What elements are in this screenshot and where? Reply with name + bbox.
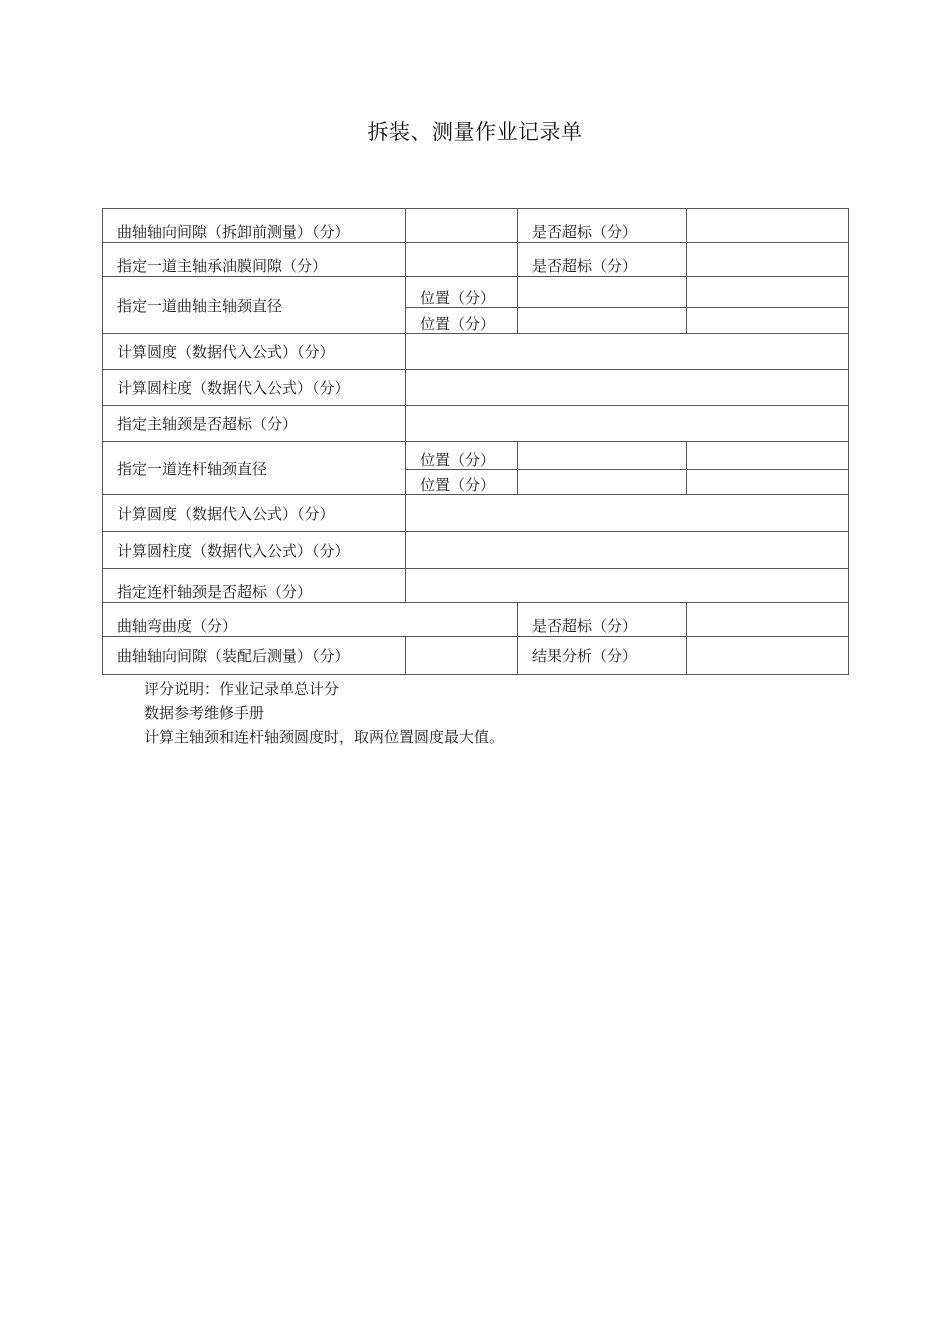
- position-value-rod-b2[interactable]: [687, 470, 849, 495]
- note-line: 数据参考维修手册: [144, 704, 265, 722]
- position-label-rod-b: 位置（分）: [406, 470, 518, 495]
- value-cell-rod-journal-exceed[interactable]: [406, 569, 849, 603]
- position-label-main-a: 位置（分）: [406, 277, 518, 308]
- value-cell-main-cylindricity[interactable]: [406, 370, 849, 406]
- table-row: [103, 637, 849, 675]
- table-row: [103, 603, 849, 637]
- check-label-crankshaft-bend: 是否超标（分）: [518, 603, 687, 637]
- row-label-main-roundness: 计算圆度（数据代入公式）（分）: [103, 334, 406, 370]
- position-label-main-b: 位置（分）: [406, 308, 518, 334]
- value-cell-oil-film-clearance[interactable]: [406, 243, 518, 277]
- result-label-analysis: 结果分析（分）: [518, 637, 687, 675]
- row-label-rod-journal-diameter: 指定一道连杆轴颈直径: [103, 442, 406, 495]
- table-row: [103, 209, 849, 243]
- row-label-axial-clearance-after: 曲轴轴向间隙（装配后测量）（分）: [103, 637, 406, 675]
- position-value-main-a2[interactable]: [687, 277, 849, 308]
- row-label-rod-cylindricity: 计算圆柱度（数据代入公式）（分）: [103, 532, 406, 569]
- table-row: [103, 334, 849, 370]
- table-row: [103, 406, 849, 442]
- value-cell-rod-roundness[interactable]: [406, 495, 849, 532]
- value-cell-axial-clearance-after[interactable]: [406, 637, 518, 675]
- position-value-rod-a1[interactable]: [518, 442, 687, 470]
- position-value-rod-b1[interactable]: [518, 470, 687, 495]
- check-label-oil-film-clearance: 是否超标（分）: [518, 243, 687, 277]
- row-label-main-cylindricity: 计算圆柱度（数据代入公式）（分）: [103, 370, 406, 406]
- value-cell-rod-cylindricity[interactable]: [406, 532, 849, 569]
- value-cell-main-roundness[interactable]: [406, 334, 849, 370]
- record-table: [102, 208, 849, 675]
- position-label-rod-a: 位置（分）: [406, 442, 518, 470]
- table-row: [103, 569, 849, 603]
- position-value-main-a1[interactable]: [518, 277, 687, 308]
- table-row: [103, 277, 849, 308]
- row-label-crankshaft-bend: 曲轴弯曲度（分）: [103, 603, 518, 637]
- row-label-axial-clearance-before: 曲轴轴向间隙（拆卸前测量）（分）: [103, 209, 406, 243]
- row-label-rod-journal-exceed: 指定连杆轴颈是否超标（分）: [103, 569, 406, 603]
- table-row: [103, 243, 849, 277]
- row-label-rod-roundness: 计算圆度（数据代入公式）（分）: [103, 495, 406, 532]
- row-label-main-journal-exceed: 指定主轴颈是否超标（分）: [103, 406, 406, 442]
- value-cell-main-journal-exceed[interactable]: [406, 406, 849, 442]
- table-row: [103, 532, 849, 569]
- table-row: [103, 370, 849, 406]
- result-value-analysis[interactable]: [687, 637, 849, 675]
- note-line: 评分说明：作业记录单总计分: [144, 680, 340, 698]
- note-line: 计算主轴颈和连杆轴颈圆度时，取两位置圆度最大值。: [144, 728, 505, 746]
- table-row: [103, 442, 849, 470]
- check-value-axial-clearance-before[interactable]: [687, 209, 849, 243]
- position-value-main-b1[interactable]: [518, 308, 687, 334]
- row-label-main-journal-diameter: 指定一道曲轴主轴颈直径: [103, 277, 406, 334]
- scoring-notes: [144, 677, 504, 749]
- row-label-oil-film-clearance: 指定一道主轴承油膜间隙（分）: [103, 243, 406, 277]
- position-value-main-b2[interactable]: [687, 308, 849, 334]
- page-title: 拆装、测量作业记录单: [367, 120, 583, 144]
- table-row: [103, 495, 849, 532]
- check-value-crankshaft-bend[interactable]: [687, 603, 849, 637]
- position-value-rod-a2[interactable]: [687, 442, 849, 470]
- check-label-axial-clearance-before: 是否超标（分）: [518, 209, 687, 243]
- value-cell-axial-clearance-before[interactable]: [406, 209, 518, 243]
- check-value-oil-film-clearance[interactable]: [687, 243, 849, 277]
